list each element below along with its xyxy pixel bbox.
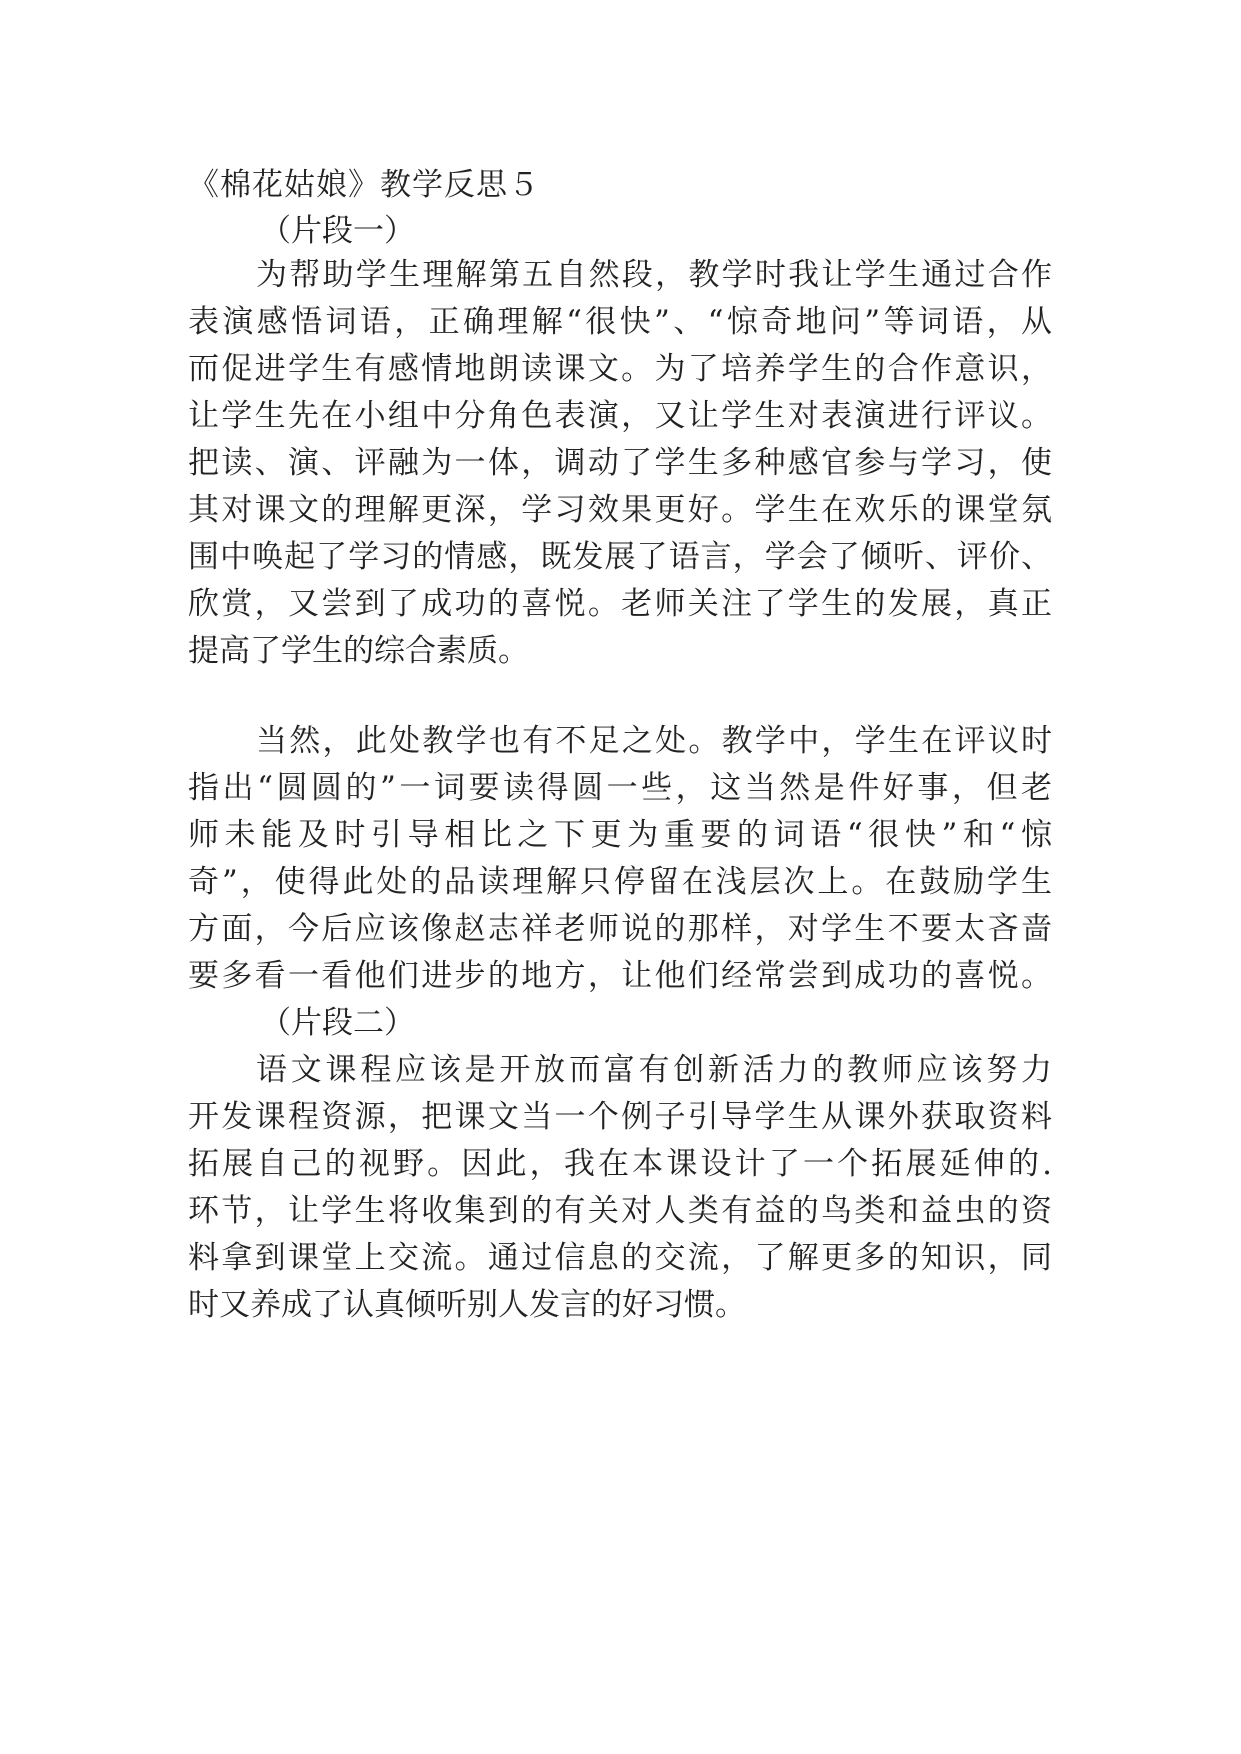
paragraph-line: 让学生先在小组中分角色表演，又让学生对表演进行评议。 xyxy=(188,398,1052,434)
paragraph-line: 表演感悟词语，正确理解“很快”、“惊奇地问”等词语，从 xyxy=(188,304,1052,340)
paragraph-line: 欣赏，又尝到了成功的喜悦。老师关注了学生的发展，真正 xyxy=(188,586,1052,622)
paragraph-line: 拓展自己的视野。因此，我在本课设计了一个拓展延伸的. xyxy=(188,1146,1052,1182)
section-heading-1: （片段一） xyxy=(260,213,415,249)
section-heading-2: （片段二） xyxy=(260,1005,415,1041)
paragraph-line: 为帮助学生理解第五自然段，教学时我让学生通过合作 xyxy=(256,257,1052,293)
paragraph-line: 围中唤起了学习的情感，既发展了语言，学会了倾听、评价、 xyxy=(188,539,1052,575)
paragraph-line: 方面，今后应该像赵志祥老师说的那样，对学生不要太吝啬 xyxy=(188,911,1052,947)
paragraph-line: 要多看一看他们进步的地方，让他们经常尝到成功的喜悦。 xyxy=(188,958,1052,994)
paragraph-line: 奇”，使得此处的品读理解只停留在浅层次上。在鼓励学生 xyxy=(188,864,1052,900)
paragraph-line: 语文课程应该是开放而富有创新活力的教师应该努力 xyxy=(256,1052,1052,1088)
paragraph-line: 把读、演、评融为一体，调动了学生多种感官参与学习，使 xyxy=(188,445,1052,481)
paragraph-line: 其对课文的理解更深，学习效果更好。学生在欢乐的课堂氛 xyxy=(188,492,1052,528)
paragraph-line: 而促进学生有感情地朗读课文。为了培养学生的合作意识， xyxy=(188,351,1052,387)
document-title: 《棉花姑娘》教学反思５ xyxy=(188,167,540,203)
paragraph-line: 师未能及时引导相比之下更为重要的词语“很快”和“惊 xyxy=(188,817,1052,853)
paragraph-line: 当然，此处教学也有不足之处。教学中，学生在评议时 xyxy=(256,723,1052,759)
paragraph-line: 指出“圆圆的”一词要读得圆一些，这当然是件好事，但老 xyxy=(188,770,1052,806)
paragraph-line: 料拿到课堂上交流。通过信息的交流，了解更多的知识，同 xyxy=(188,1240,1052,1276)
paragraph-line: 时又养成了认真倾听别人发言的好习惯。 xyxy=(188,1287,746,1323)
paragraph-line: 环节，让学生将收集到的有关对人类有益的鸟类和益虫的资 xyxy=(188,1193,1052,1229)
paragraph-line: 开发课程资源，把课文当一个例子引导学生从课外获取资料 xyxy=(188,1099,1052,1135)
paragraph-line: 提高了学生的综合素质。 xyxy=(188,633,529,669)
